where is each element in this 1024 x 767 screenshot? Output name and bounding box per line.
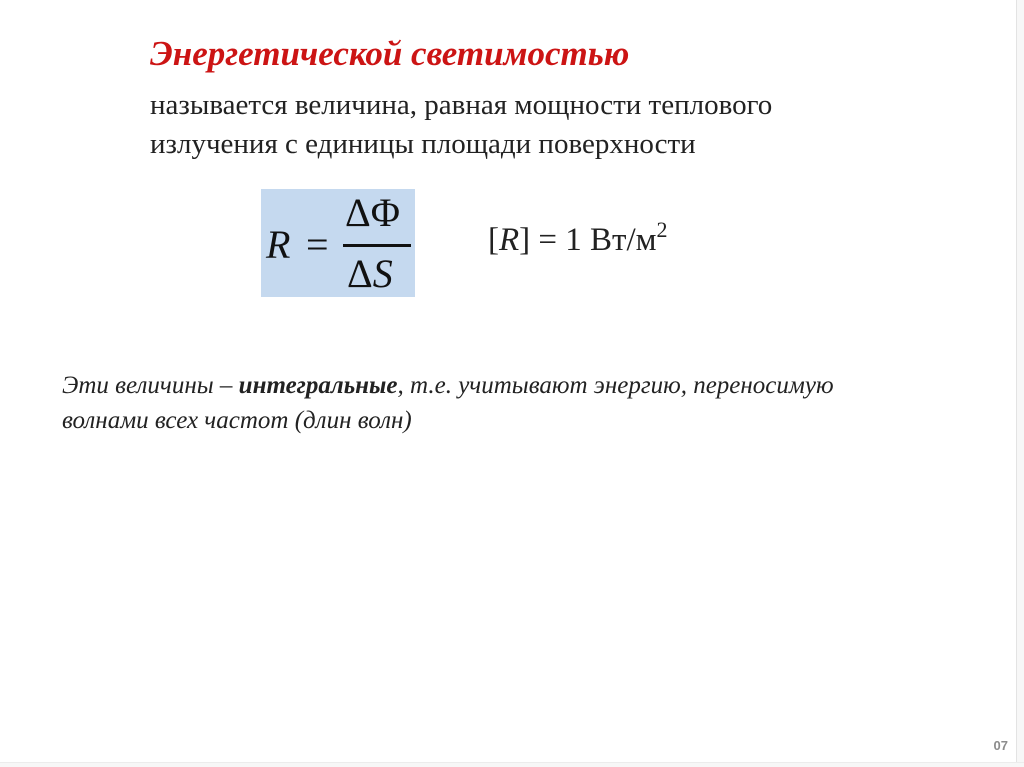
units-variable: R: [499, 222, 520, 258]
units-value: = 1 Вт/м: [530, 222, 657, 258]
units-open-bracket: [: [488, 222, 499, 258]
integral-note: [62, 368, 982, 438]
slide-title: Энергетической светимостью: [150, 34, 630, 73]
note-part-2: , т.е. учитывают энергию, переносимую: [397, 372, 834, 399]
formula-lhs: R: [266, 222, 291, 267]
formula-equals: =: [306, 222, 329, 267]
fraction-bar: [343, 244, 411, 247]
denominator-delta: Δ: [347, 251, 373, 296]
units-exponent: 2: [656, 217, 668, 242]
note-part-1: Эти величины –: [62, 372, 239, 399]
slide-frame-right-edge: [1016, 0, 1024, 767]
formula-denominator: [347, 251, 393, 297]
denominator-variable: S: [372, 251, 393, 296]
slide-frame-bottom-edge: [0, 762, 1024, 767]
definition-text: [150, 86, 910, 164]
units-close-bracket: ]: [519, 222, 531, 258]
definition-line-1: называется величина, равная мощности теплового: [150, 89, 773, 121]
note-emphasis: интегральные: [238, 372, 398, 399]
formula-box: [261, 189, 415, 297]
units-expression: [488, 210, 668, 260]
note-line-1: [62, 368, 982, 403]
page-number: 07: [993, 738, 1008, 753]
note-line-2: волнами всех частот (длин волн): [62, 407, 412, 434]
definition-line-2: излучения с единицы площади поверхности: [150, 128, 696, 160]
formula-numerator: ΔΦ: [345, 190, 400, 235]
